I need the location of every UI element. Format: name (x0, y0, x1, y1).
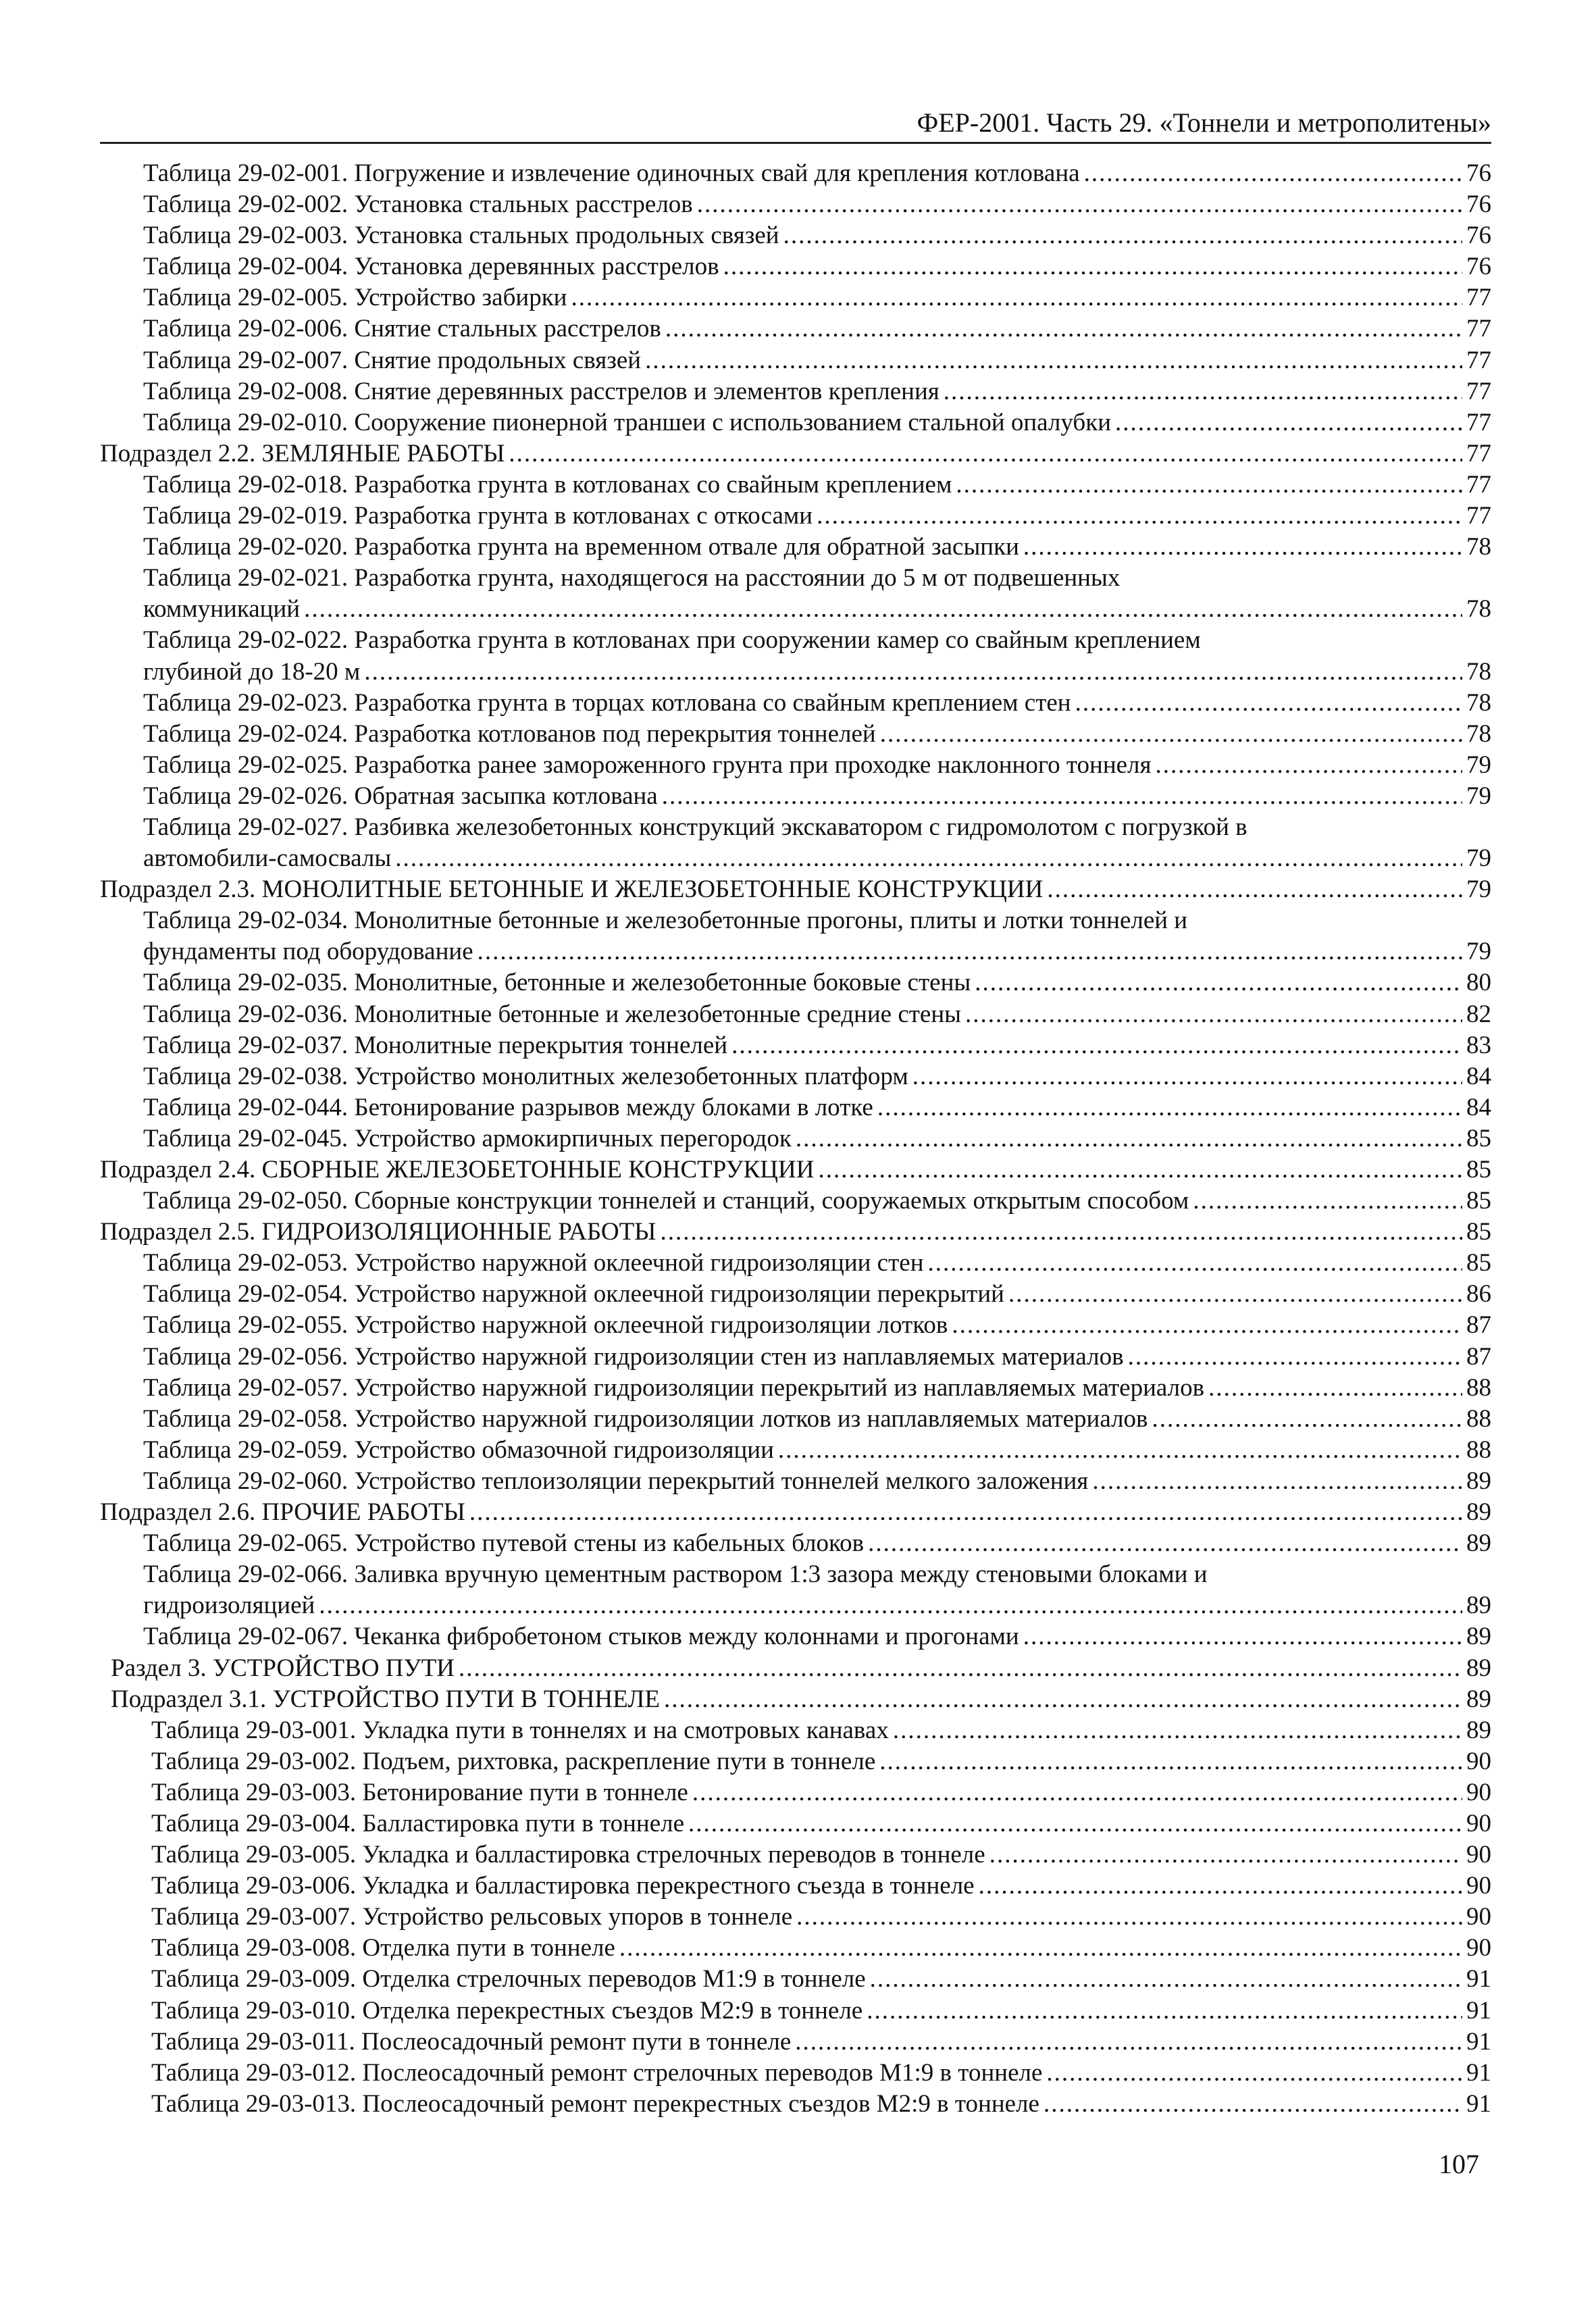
toc-page-ref: 86 (1466, 1280, 1491, 1308)
toc-entry-title: Таблица 29-02-027. Разбивка железобетонных конструкций экскаватором с гидромолотом с погрузкой в (143, 813, 1247, 841)
toc-entry-title: Таблица 29-02-058. Устройство наружной гидроизоляции лотков из наплавляемых материалов (143, 1404, 1148, 1433)
toc-table-entry (100, 719, 1491, 750)
toc-entry-title: Таблица 29-02-050. Сборные конструкции тоннелей и станций, сооружаемых открытым способом (143, 1187, 1189, 1215)
toc-table-entry (100, 1839, 1491, 1871)
dot-leader (731, 1030, 1462, 1061)
dot-leader (1193, 1186, 1462, 1217)
toc-page-ref: 91 (1466, 2027, 1491, 2056)
toc-table-entry (100, 999, 1491, 1030)
toc-entry-title: Таблица 29-03-005. Укладка и балластировка стрелочных переводов в тоннеле (151, 1841, 985, 1869)
toc-page-ref: 76 (1466, 159, 1491, 187)
toc-section-entry (100, 1497, 1491, 1528)
dot-leader (509, 438, 1462, 469)
dot-leader (817, 501, 1462, 532)
toc-entry-title: Таблица 29-02-035. Монолитные, бетонные и железобетонные боковые стены (143, 969, 971, 997)
toc-page-ref: 77 (1466, 377, 1491, 405)
toc-page-ref: 79 (1466, 844, 1491, 873)
toc-page-ref: 79 (1466, 875, 1491, 904)
toc-page-ref: 78 (1466, 719, 1491, 748)
toc-page-ref: 82 (1466, 1000, 1491, 1028)
dot-leader (688, 1808, 1462, 1839)
toc-table-entry (100, 1248, 1491, 1279)
dot-leader (1152, 1404, 1462, 1435)
toc-entry-title: Подраздел 2.6. ПРОЧИЕ РАБОТЫ (100, 1498, 465, 1527)
dot-leader (893, 1715, 1462, 1746)
dot-leader (778, 1435, 1462, 1466)
toc-table-entry (100, 1092, 1491, 1123)
toc-page-ref: 88 (1466, 1435, 1491, 1464)
dot-leader (956, 469, 1462, 501)
toc-table-entry (100, 376, 1491, 407)
toc-page-ref: 77 (1466, 346, 1491, 374)
dot-leader (1023, 532, 1462, 563)
toc-entry-title: Таблица 29-03-009. Отделка стрелочных переводов М1:9 в тоннеле (151, 1965, 866, 1993)
toc-table-entry (100, 2027, 1491, 2058)
toc-page-ref: 79 (1466, 751, 1491, 779)
toc-entry-title: Подраздел 2.3. МОНОЛИТНЫЕ БЕТОННЫЕ И ЖЕЛЕЗОБЕТОННЫЕ КОНСТРУКЦИИ (100, 875, 1044, 904)
toc-table-entry (100, 1342, 1491, 1373)
toc-table-entry (100, 812, 1491, 874)
toc-entry-title: Таблица 29-02-007. Снятие продольных связей (143, 346, 642, 374)
toc-page-ref: 85 (1466, 1187, 1491, 1215)
toc-entry-title: Таблица 29-02-038. Устройство монолитных железобетонных платформ (143, 1062, 908, 1090)
toc-table-entry (100, 220, 1491, 251)
toc-entry-continuation (143, 936, 1491, 967)
toc-entry-title: Таблица 29-02-010. Сооружение пионерной траншеи с использованием стальной опалубки (143, 408, 1111, 436)
toc-page-ref: 89 (1466, 1529, 1491, 1558)
toc-page-ref: 91 (1466, 1996, 1491, 2025)
dot-leader (1208, 1373, 1462, 1404)
dot-leader (1046, 2058, 1462, 2089)
toc-page-ref: 90 (1466, 1872, 1491, 1900)
toc-entry-continuation (143, 1590, 1491, 1621)
dot-leader (783, 220, 1462, 251)
toc-entry-title: Таблица 29-02-008. Снятие деревянных расстрелов и элементов крепления (143, 377, 939, 405)
toc-page-ref: 89 (1466, 1716, 1491, 1744)
toc-page-ref: 76 (1466, 253, 1491, 281)
toc-entry-title: Таблица 29-03-003. Бетонирование пути в тоннеле (151, 1778, 688, 1806)
toc-table-entry (100, 1123, 1491, 1154)
toc-page-ref: 89 (1466, 1685, 1491, 1713)
toc-page-ref: 85 (1466, 1156, 1491, 1184)
dot-leader (877, 1092, 1462, 1123)
toc-table-entry (100, 1871, 1491, 1902)
toc-page-ref: 77 (1466, 502, 1491, 530)
dot-leader (879, 1746, 1462, 1777)
toc-entry-title: Таблица 29-03-002. Подъем, рихтовка, раскрепление пути в тоннеле (151, 1747, 876, 1775)
toc-page-ref: 85 (1466, 1124, 1491, 1152)
toc-table-entry (100, 1061, 1491, 1092)
dot-leader (1156, 750, 1462, 781)
toc-page-ref: 90 (1466, 1934, 1491, 1962)
toc-table-entry (100, 1373, 1491, 1404)
dot-leader (979, 1871, 1462, 1902)
toc-page-ref: 89 (1466, 1467, 1491, 1495)
dot-leader (1084, 158, 1462, 189)
toc-entry-title: Таблица 29-03-008. Отделка пути в тоннеле (151, 1934, 615, 1962)
toc-page-ref: 77 (1466, 439, 1491, 467)
dot-leader (459, 1653, 1462, 1684)
toc-table-entry (100, 1996, 1491, 2027)
toc-page-ref: 85 (1466, 1249, 1491, 1277)
toc-page-ref: 80 (1466, 969, 1491, 997)
toc-entry-title: Таблица 29-03-010. Отделка перекрестных съездов М2:9 в тоннеле (151, 1996, 863, 2025)
toc-entry-title: Таблица 29-02-060. Устройство теплоизоляции перекрытий тоннелей мелкого заложения (143, 1467, 1089, 1495)
toc-table-entry (100, 1279, 1491, 1310)
toc-entry-title: Таблица 29-03-006. Укладка и балластировка перекрестного съезда в тоннеле (151, 1872, 975, 1900)
toc-entry-continuation (143, 843, 1491, 874)
dot-leader (870, 1964, 1462, 1995)
toc-entry-title: Таблица 29-02-023. Разработка грунта в торцах котлована со свайным креплением стен (143, 688, 1071, 717)
page-number: 107 (1439, 2149, 1479, 2179)
toc-section-entry (100, 438, 1491, 469)
toc-entry-title: Таблица 29-02-022. Разработка грунта в котлованах при сооружении камер со свайным креплением (143, 626, 1201, 655)
toc-page-ref: 79 (1466, 938, 1491, 966)
toc-entry-title: Таблица 29-02-003. Установка стальных продольных связей (143, 222, 779, 250)
toc-section-entry (100, 1154, 1491, 1186)
dot-leader (645, 345, 1462, 376)
toc-page-ref: 78 (1466, 595, 1491, 624)
dot-leader (818, 1154, 1462, 1186)
toc-page-ref: 89 (1466, 1623, 1491, 1651)
toc-entry-title-cont: глубиной до 18-20 м (143, 657, 361, 686)
toc-page-ref: 91 (1466, 2058, 1491, 2087)
dot-leader (796, 1123, 1462, 1154)
toc-entry-title: Раздел 3. УСТРОЙСТВО ПУТИ (111, 1654, 455, 1682)
toc-table-entry (100, 1902, 1491, 1933)
dot-leader (795, 2027, 1462, 2058)
dot-leader (928, 1248, 1463, 1279)
toc-entry-title: Таблица 29-02-001. Погружение и извлечение одиночных свай для крепления котлована (143, 159, 1080, 187)
dot-leader (868, 1528, 1462, 1559)
dot-leader (395, 843, 1462, 874)
dot-leader (1047, 874, 1462, 905)
toc-table-entry (100, 1746, 1491, 1777)
toc-entry-title: Таблица 29-02-054. Устройство наружной оклеечной гидроизоляции перекрытий (143, 1280, 1004, 1308)
toc-table-entry (100, 1528, 1491, 1559)
toc-entry-title: Таблица 29-03-004. Балластировка пути в тоннеле (151, 1809, 685, 1837)
toc-table-entry (100, 1404, 1491, 1435)
toc-entry-title: Таблица 29-02-056. Устройство наружной гидроизоляции стен из наплавляемых материалов (143, 1342, 1124, 1371)
toc-entry-title: Таблица 29-02-057. Устройство наружной гидроизоляции перекрытий из наплавляемых материалов (143, 1373, 1205, 1402)
toc-page-ref: 90 (1466, 1903, 1491, 1931)
toc-table-entry (100, 501, 1491, 532)
toc-table-entry (100, 625, 1491, 687)
toc-table-entry (100, 1808, 1491, 1839)
toc-page-ref: 77 (1466, 284, 1491, 312)
toc-page-ref: 90 (1466, 1809, 1491, 1837)
toc-page-ref: 85 (1466, 1218, 1491, 1246)
toc-entry-title: Таблица 29-02-006. Снятие стальных расстрелов (143, 315, 661, 343)
toc-page-ref: 84 (1466, 1062, 1491, 1090)
dot-leader (619, 1933, 1462, 1964)
toc-page-ref: 90 (1466, 1778, 1491, 1806)
toc-table-entry (100, 1559, 1491, 1621)
toc-entry-title: Таблица 29-02-004. Установка деревянных расстрелов (143, 253, 719, 281)
toc-entry-title: Таблица 29-02-026. Обратная засыпка котлована (143, 782, 658, 810)
toc-page-ref: 84 (1466, 1093, 1491, 1121)
toc-entry-title: Таблица 29-02-036. Монолитные бетонные и железобетонные средние стены (143, 1000, 962, 1028)
toc-table-entry (100, 313, 1491, 345)
toc-entry-title: Таблица 29-02-067. Чеканка фибробетоном стыков между колоннами и прогонами (143, 1623, 1019, 1651)
toc-entry-title: Таблица 29-02-018. Разработка грунта в котлованах со свайным креплением (143, 470, 952, 499)
dot-leader (1128, 1342, 1462, 1373)
toc-table-entry (100, 282, 1491, 313)
toc-table-entry (100, 1310, 1491, 1341)
dot-leader (1075, 688, 1462, 719)
toc-entry-title: Таблица 29-02-025. Разработка ранее замороженного грунта при проходке наклонного тоннеля (143, 751, 1152, 779)
dot-leader (723, 251, 1462, 282)
toc-entry-title: Таблица 29-02-065. Устройство путевой стены из кабельных блоков (143, 1529, 865, 1558)
dot-leader (478, 936, 1462, 967)
toc-entry-title: Подраздел 3.1. УСТРОЙСТВО ПУТИ В ТОННЕЛЕ (111, 1685, 660, 1713)
toc-table-entry (100, 1621, 1491, 1652)
toc-entry-title: Таблица 29-02-024. Разработка котлованов под перекрытия тоннелей (143, 719, 876, 748)
dot-leader (1092, 1466, 1462, 1497)
dot-leader (944, 376, 1462, 407)
dot-leader (965, 999, 1462, 1030)
toc-entry-title: Таблица 29-02-019. Разработка грунта в котлованах с откосами (143, 502, 813, 530)
toc-page-ref: 88 (1466, 1404, 1491, 1433)
toc-page-ref: 88 (1466, 1373, 1491, 1402)
toc-entry-title: Таблица 29-02-021. Разработка грунта, находящегося на расстоянии до 5 м от подвешенных (143, 564, 1121, 592)
toc-entry-title: Таблица 29-02-037. Монолитные перекрытия тоннелей (143, 1031, 728, 1059)
toc-entry-title: Таблица 29-02-002. Установка стальных расстрелов (143, 190, 693, 219)
toc-table-entry (100, 2058, 1491, 2089)
toc-table-entry (100, 1777, 1491, 1808)
toc-page-ref: 76 (1466, 222, 1491, 250)
toc-table-entry (100, 2089, 1491, 2120)
toc-table-entry (100, 1435, 1491, 1466)
toc-page-ref: 77 (1466, 470, 1491, 499)
toc-entry-title: Таблица 29-03-001. Укладка пути в тоннелях и на смотровых канавах (151, 1716, 889, 1744)
dot-leader (1115, 407, 1462, 438)
toc-section-entry (100, 1653, 1491, 1684)
toc-entry-title: Подраздел 2.4. СБОРНЫЕ ЖЕЛЕЗОБЕТОННЫЕ КОНСТРУКЦИИ (100, 1156, 815, 1184)
toc-page-ref: 78 (1466, 533, 1491, 561)
dot-leader (571, 282, 1462, 313)
toc-section-entry (100, 874, 1491, 905)
toc-table-entry (100, 407, 1491, 438)
toc-page-ref: 78 (1466, 688, 1491, 717)
toc-entry-title: Таблица 29-03-011. Послеосадочный ремонт пути в тоннеле (151, 2027, 792, 2056)
toc-entry-title: Таблица 29-02-053. Устройство наружной оклеечной гидроизоляции стен (143, 1249, 924, 1277)
toc-entry-continuation (143, 657, 1491, 688)
dot-leader (665, 313, 1462, 345)
dot-leader (469, 1497, 1462, 1528)
dot-leader (1008, 1279, 1462, 1310)
toc-entry-continuation (143, 594, 1491, 625)
toc-page-ref: 77 (1466, 315, 1491, 343)
toc-table-entry (100, 781, 1491, 812)
dot-leader (796, 1902, 1462, 1933)
dot-leader (692, 1777, 1462, 1808)
dot-leader (697, 189, 1462, 220)
toc-entry-title: Таблица 29-02-020. Разработка грунта на временном отвале для обратной засыпки (143, 533, 1019, 561)
toc-entry-title: Таблица 29-02-059. Устройство обмазочной гидроизоляции (143, 1435, 774, 1464)
toc-entry-title: Таблица 29-02-066. Заливка вручную цементным раствором 1:3 зазора между стеновыми блоками и (143, 1560, 1208, 1589)
dot-leader (664, 1684, 1462, 1715)
toc-page-ref: 89 (1466, 1592, 1491, 1620)
toc-table-entry (100, 532, 1491, 563)
toc-entry-title: Подраздел 2.2. ЗЕМЛЯНЫЕ РАБОТЫ (100, 439, 505, 467)
dot-leader (662, 781, 1462, 812)
table-of-contents (100, 158, 1491, 2120)
dot-leader (304, 594, 1462, 625)
toc-table-entry (100, 1186, 1491, 1217)
toc-page-ref: 78 (1466, 657, 1491, 686)
toc-page-ref: 91 (1466, 2089, 1491, 2118)
dot-leader (912, 1061, 1462, 1092)
toc-table-entry (100, 158, 1491, 189)
toc-page-ref: 91 (1466, 1965, 1491, 1993)
toc-table-entry (100, 345, 1491, 376)
toc-page-ref: 89 (1466, 1498, 1491, 1527)
dot-leader (660, 1217, 1462, 1248)
toc-entry-title: Таблица 29-02-045. Устройство армокирпичных перегородок (143, 1124, 792, 1152)
dot-leader (319, 1590, 1462, 1621)
toc-page-ref: 79 (1466, 782, 1491, 810)
dot-leader (1044, 2089, 1462, 2120)
toc-table-entry (100, 688, 1491, 719)
toc-entry-title: Таблица 29-03-007. Устройство рельсовых упоров в тоннеле (151, 1903, 793, 1931)
toc-entry-title: Таблица 29-02-005. Устройство забирки (143, 284, 567, 312)
dot-leader (989, 1839, 1462, 1871)
toc-entry-title: Подраздел 2.5. ГИДРОИЗОЛЯЦИОННЫЕ РАБОТЫ (100, 1218, 657, 1246)
toc-table-entry (100, 967, 1491, 998)
toc-page-ref: 90 (1466, 1841, 1491, 1869)
toc-table-entry (100, 469, 1491, 501)
toc-entry-title: Таблица 29-02-044. Бетонирование разрывов между блоками в лотке (143, 1093, 873, 1121)
dot-leader (880, 719, 1462, 750)
toc-table-entry (100, 750, 1491, 781)
toc-entry-title-cont: автомобили-самосвалы (143, 844, 392, 873)
toc-page-ref: 83 (1466, 1031, 1491, 1059)
running-header: ФЕР-2001. Часть 29. «Тоннели и метрополитены» (100, 107, 1491, 144)
toc-page-ref: 87 (1466, 1311, 1491, 1340)
dot-leader (867, 1996, 1462, 2027)
toc-table-entry (100, 1933, 1491, 1964)
toc-page-ref: 77 (1466, 408, 1491, 436)
toc-section-entry (100, 1684, 1491, 1715)
toc-entry-title-cont: гидроизоляцией (143, 1592, 315, 1620)
dot-leader (364, 657, 1462, 688)
toc-table-entry (100, 1030, 1491, 1061)
toc-entry-title: Таблица 29-02-034. Монолитные бетонные и железобетонные прогоны, плиты и лотки тоннелей и (143, 907, 1188, 935)
toc-table-entry (100, 905, 1491, 967)
toc-entry-title-cont: фундаменты под оборудование (143, 938, 473, 966)
toc-page-ref: 76 (1466, 190, 1491, 219)
toc-table-entry (100, 563, 1491, 625)
toc-entry-title: Таблица 29-03-012. Послеосадочный ремонт стрелочных переводов М1:9 в тоннеле (151, 2058, 1043, 2087)
toc-page-ref: 90 (1466, 1747, 1491, 1775)
toc-page-ref: 87 (1466, 1342, 1491, 1371)
dot-leader (1023, 1621, 1462, 1652)
toc-entry-title: Таблица 29-02-055. Устройство наружной оклеечной гидроизоляции лотков (143, 1311, 948, 1340)
toc-table-entry (100, 1715, 1491, 1746)
toc-entry-title: Таблица 29-03-013. Послеосадочный ремонт перекрестных съездов М2:9 в тоннеле (151, 2089, 1039, 2118)
toc-table-entry (100, 251, 1491, 282)
dot-leader (975, 967, 1462, 998)
toc-section-entry (100, 1217, 1491, 1248)
dot-leader (952, 1310, 1462, 1341)
toc-table-entry (100, 1964, 1491, 1995)
toc-page-ref: 89 (1466, 1654, 1491, 1682)
toc-table-entry (100, 1466, 1491, 1497)
toc-entry-title-cont: коммуникаций (143, 595, 301, 624)
toc-table-entry (100, 189, 1491, 220)
